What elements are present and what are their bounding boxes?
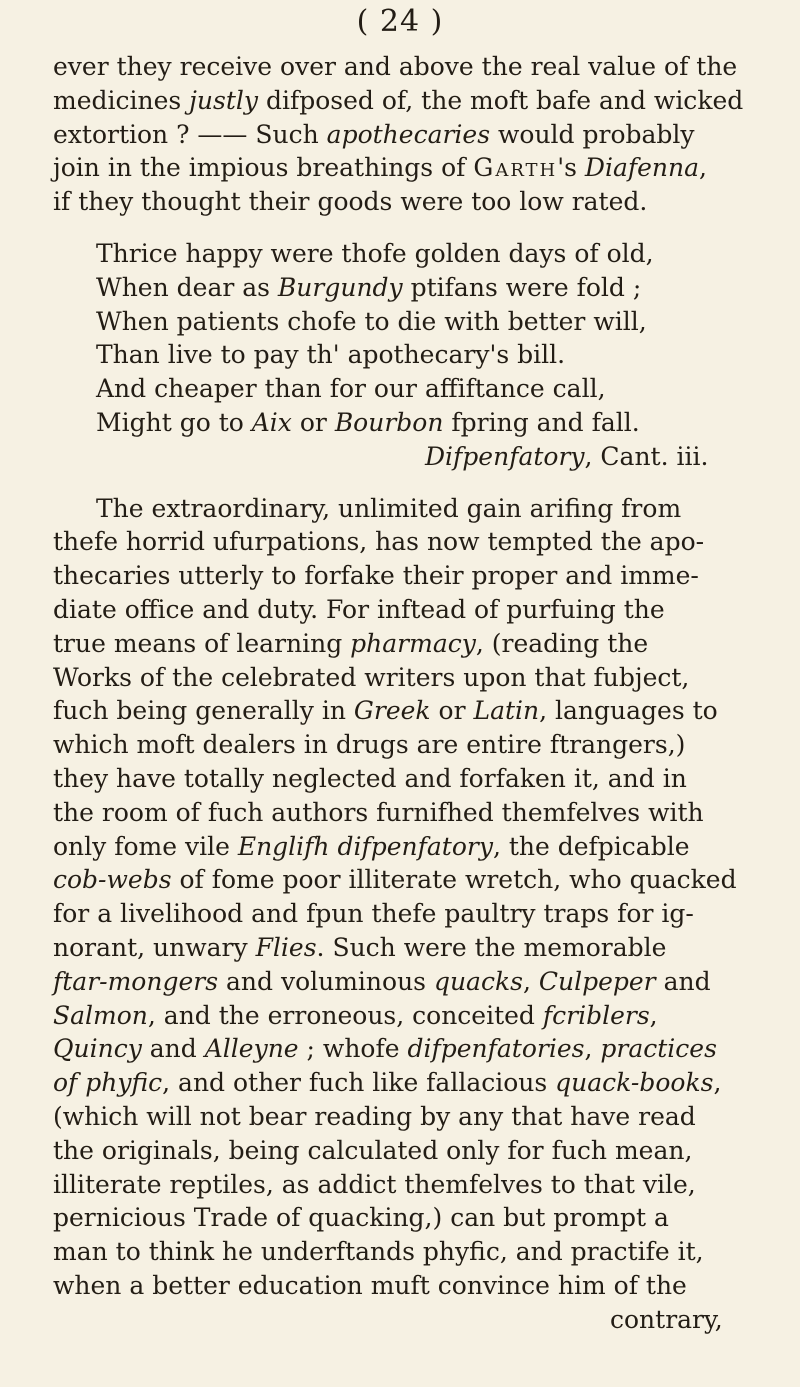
italic-text: Salmon [53,1000,148,1030]
text: which moft dealers in drugs are entire ftrangers,) [53,730,686,760]
text-line [53,561,699,591]
text: of fome poor illiterate wretch, who quacked [171,865,737,895]
text-line [53,1034,717,1064]
italic-text: Bourbon [334,408,444,437]
text: ; whofe [298,1034,408,1064]
text: extortion ? —— Such [53,119,327,149]
text: thefe horrid ufurpations, has now tempted the apo- [53,527,705,557]
italic-text: cob-webs [53,865,172,895]
text-line [53,865,737,895]
text-line [53,933,666,963]
text-line [53,1237,704,1267]
text: , [713,1068,722,1098]
text: medicines [53,85,190,115]
italic-text: Difpenfatory [425,441,585,471]
italic-text: quack-books [555,1068,714,1098]
text-line [53,1170,696,1200]
text: 's [557,153,585,183]
text-line [53,629,648,659]
italic-text: Englifh difpenfatory [237,831,493,861]
text: difposed of, the moft bafe and wicked [258,85,744,115]
text: and voluminous [218,966,434,996]
text: The extraordinary, unlimited gain arifing from [96,493,682,523]
text-line [53,86,743,116]
text-line [53,153,707,183]
italic-text: Burgundy [277,272,403,302]
italic-text: apothecaries [326,119,491,149]
text: When patients chofe to die with better will, [96,306,647,336]
text: or [430,696,474,726]
verse-line [96,374,606,404]
text: true means of learning [53,628,351,658]
text: man to think he underftands phyfic, and practife it, [53,1237,704,1267]
text-line [53,1001,658,1031]
text: if they thought their goods were too low rated. [53,187,648,217]
text: And cheaper than for our affiftance call, [96,374,606,404]
text: , [699,153,707,183]
text: , [584,1034,601,1064]
text: contrary, [610,1304,723,1334]
text: only fome vile [53,831,238,861]
text-line [53,1271,687,1301]
text: , (reading the [475,628,649,658]
text: , [522,966,539,996]
verse-line [96,307,647,337]
text: , and the erroneous, conceited [147,1000,543,1030]
text-line [53,527,704,557]
italic-text: Quincy [53,1034,142,1064]
text-line [53,595,665,625]
italic-text: ftar-mongers [53,966,219,996]
text-line [96,494,681,524]
verse-line [96,408,640,438]
text: Than live to pay th' apothecary's bill. [96,340,566,370]
italic-text: Culpeper [538,966,656,996]
italic-text: Flies [255,933,317,962]
text-line [53,1136,692,1166]
italic-text: practices [600,1034,717,1064]
text: for a livelihood and fpun thefe paultry traps for ig- [53,899,694,929]
text-line [53,52,737,82]
text: and [655,966,711,996]
text: diate office and duty. For inftead of purfuing the [53,595,665,624]
text: fpring and fall. [443,408,640,437]
text: ptifans were fold ; [402,272,642,302]
text: Works of the celebrated writers upon that fubject, [53,662,690,692]
text-line [53,832,690,862]
text-line [53,663,689,693]
verse-line [96,340,565,370]
text: when a better education muft convince him of the [53,1271,687,1300]
text-line [53,696,718,726]
italic-text: Alleyne [204,1034,299,1064]
text-line [53,730,685,760]
text: , Cant. iii. [584,441,709,471]
text: Thrice happy were thofe golden days of old, [96,239,654,268]
text-line [53,1068,721,1098]
smallcaps-name: Garth [473,153,558,183]
italic-text: of phyfic [53,1068,163,1098]
page-number: ( 24 ) [356,4,444,39]
italic-text: justly [189,85,259,115]
text: , [649,1000,658,1030]
italic-text: fcriblers [542,1000,650,1030]
text-line [53,798,704,828]
text: Might go to [96,408,252,437]
verse-line [96,239,654,269]
text: the originals, being calculated only for fuch mean, [53,1135,693,1165]
text: , the defpicable [492,831,690,861]
text-line [53,967,711,997]
text: or [291,408,335,437]
italic-text: Diafenna [584,153,700,183]
text-line [53,1102,696,1132]
text: , languages to [539,696,718,726]
verse-line [96,273,641,303]
italic-text: difpenfatories [407,1034,585,1064]
text: the room of fuch authors furnifhed themfelves with [53,797,704,827]
text: illiterate reptiles, as addict themfelves to that vile, [53,1169,696,1199]
text: join in the impious breathings of [53,153,474,183]
text: pernicious Trade of quacking,) can but prompt a [53,1203,669,1233]
text-line [53,899,694,929]
text: they have totally neglected and forfaken it, and in [53,764,687,793]
text: ever they receive over and above the real value of the [53,52,738,81]
text: When dear as [96,272,278,302]
italic-text: quacks [433,966,523,996]
text: fuch being generally in [53,696,354,726]
citation [425,442,708,472]
text: and [141,1034,205,1064]
text-line [53,764,687,794]
text-line [53,187,647,217]
catchword [610,1305,723,1335]
text: norant, unwary [53,933,256,962]
text: (which will not bear reading by any that have read [53,1102,696,1131]
text: would probably [490,119,695,149]
italic-text: Aix [251,408,292,437]
italic-text: Greek [353,696,431,726]
italic-text: pharmacy [350,628,476,658]
text-line [53,1203,669,1233]
text: , and other fuch like fallacious [162,1068,556,1098]
text-line [53,120,695,150]
italic-text: Latin [473,696,540,726]
text: . Such were the memorable [316,933,667,962]
text: thecaries utterly to forfake their proper and imme- [53,561,699,591]
